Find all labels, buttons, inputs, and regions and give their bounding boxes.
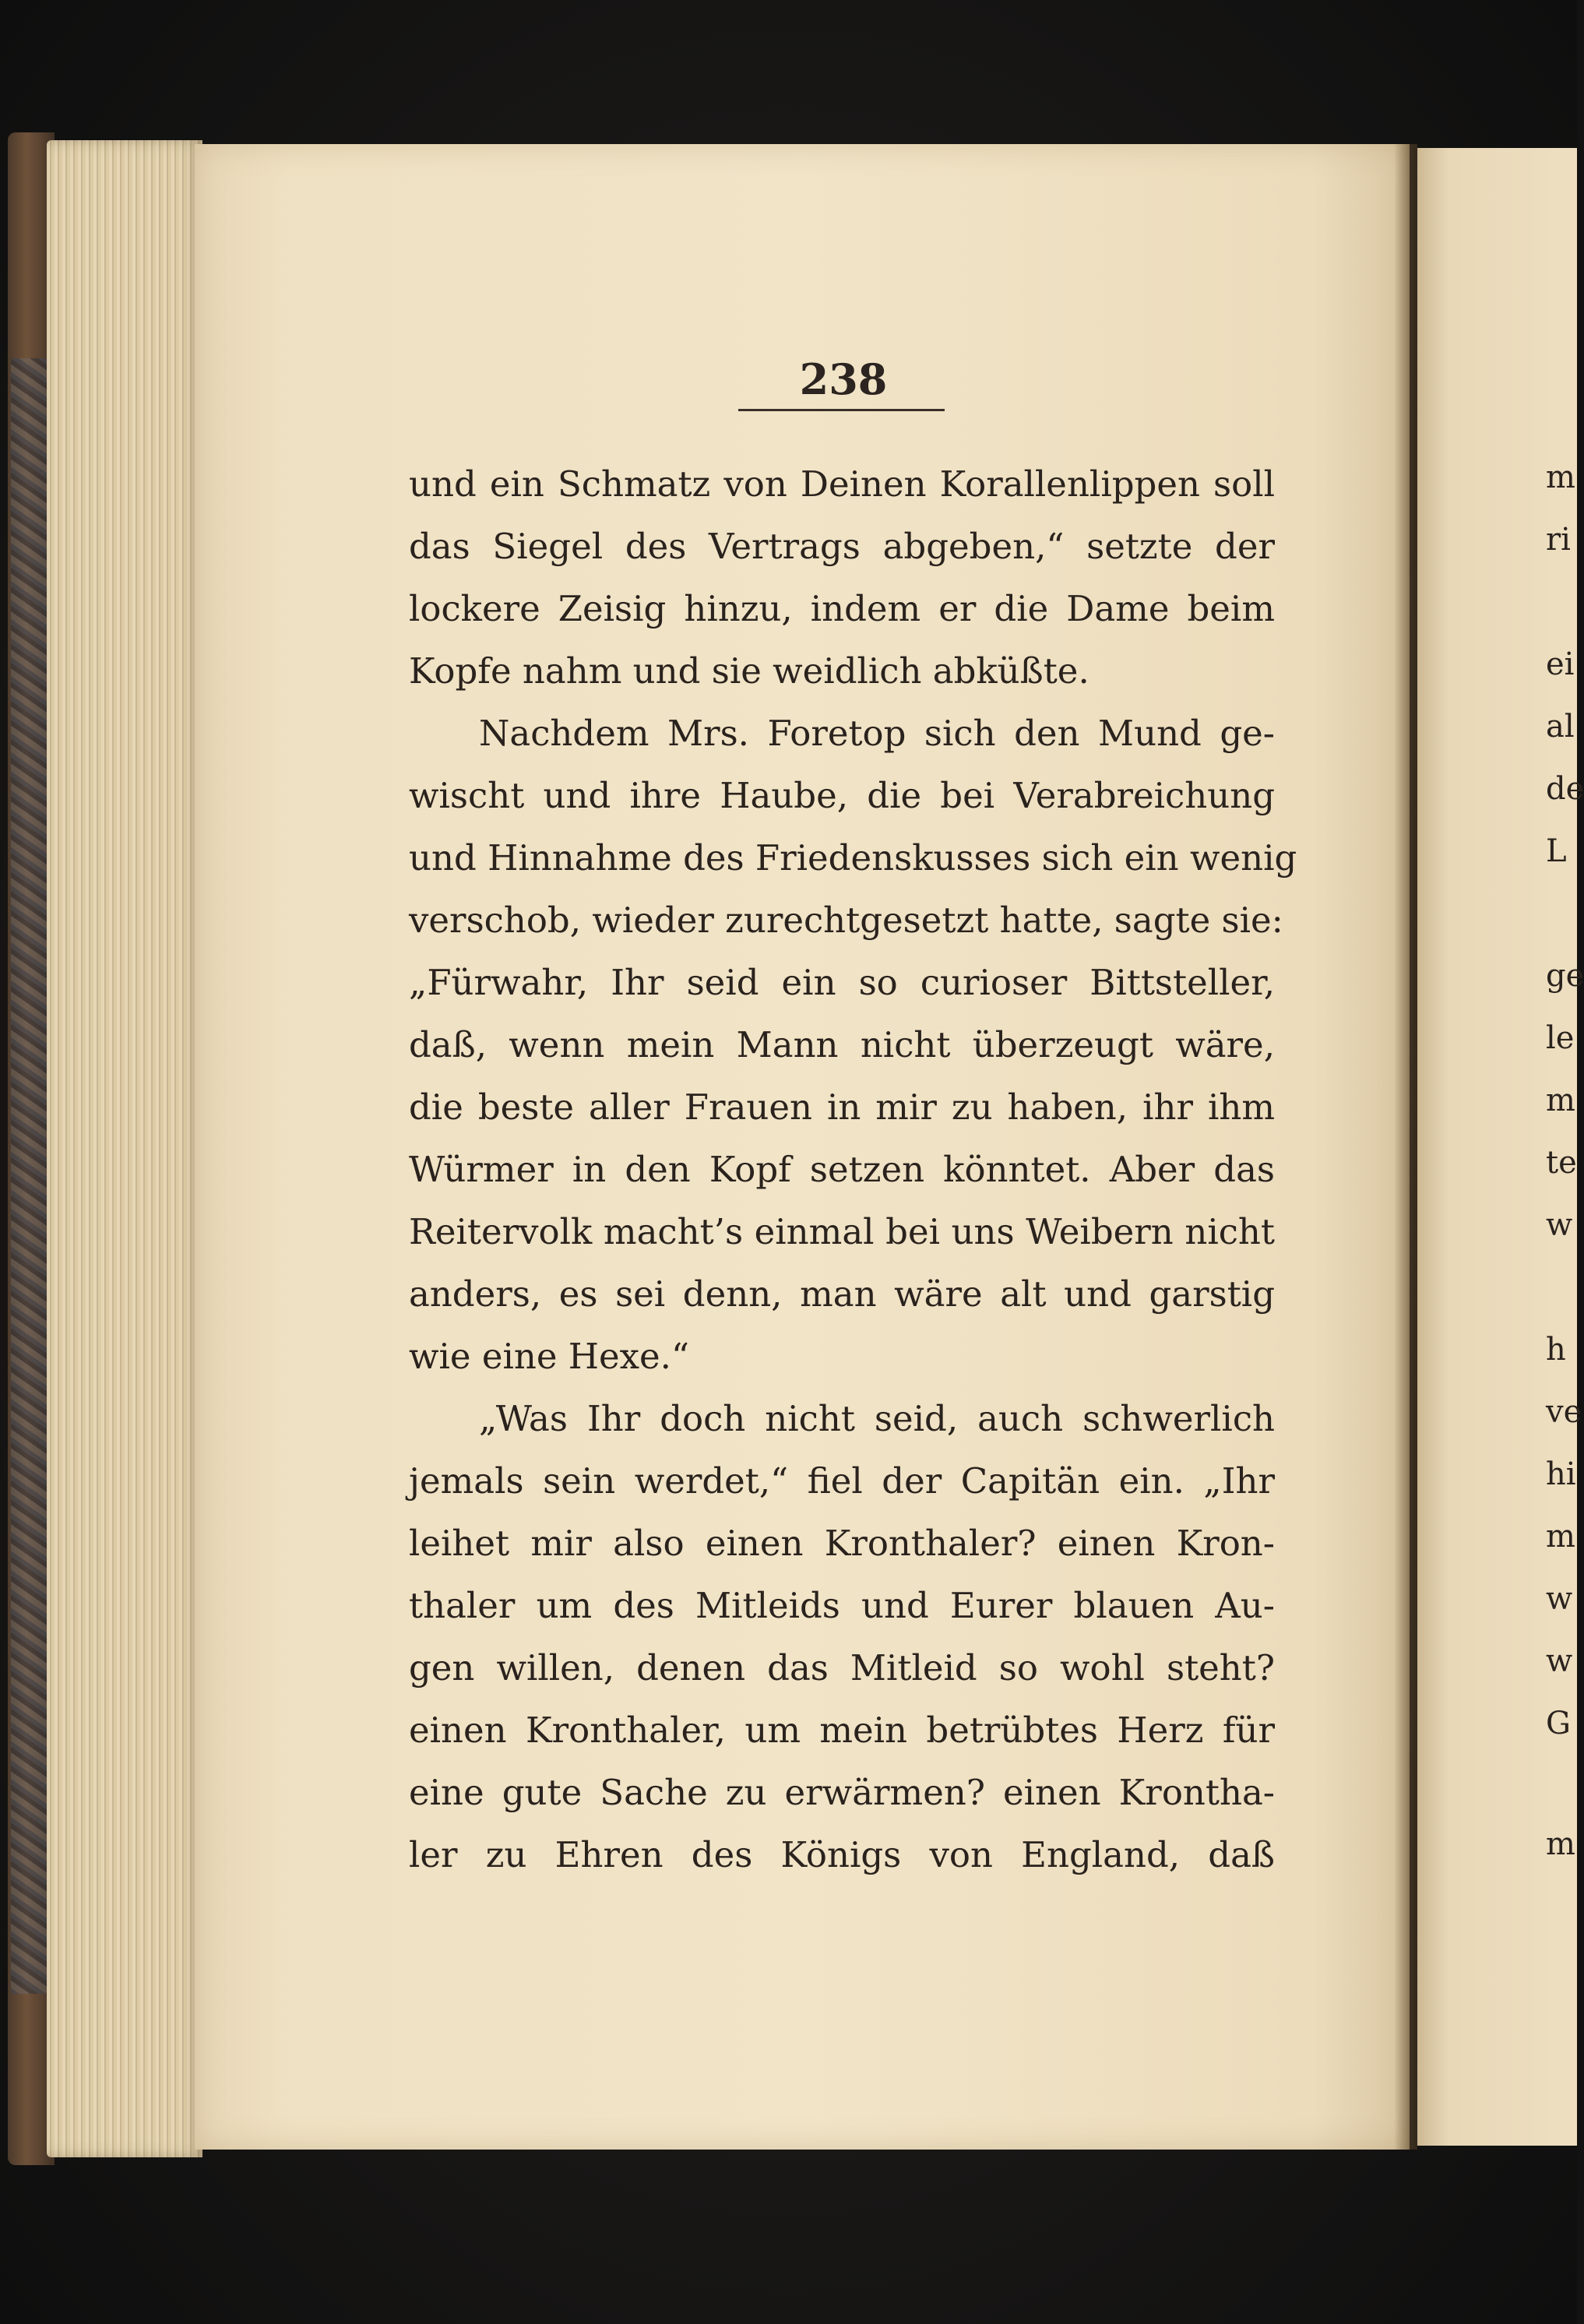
text-line: daß, wenn mein Mann nicht überzeugt wäre, [409, 1024, 1275, 1065]
text-line: Kopfe nahm und sie weidlich abküßte. [409, 650, 1089, 692]
text-line: wischt und ihre Haube, die bei Verabreichung [409, 775, 1275, 816]
page-edges [47, 140, 202, 2157]
facing-page-fragment: G [1546, 1706, 1571, 1741]
text-line: anders, es sei denn, man wäre alt und garstig [409, 1273, 1275, 1315]
text-line: die beste aller Frauen in mir zu haben, ihr ihm [409, 1086, 1275, 1128]
page-number: 238 [799, 354, 888, 404]
facing-page-fragment: w [1546, 1643, 1573, 1679]
text-line: Reitervolk macht’s einmal bei uns Weibern nicht [409, 1211, 1275, 1252]
facing-page-fragment: w [1546, 1207, 1573, 1243]
text-line: verschob, wieder zurechtgesetzt hatte, sagte sie: [409, 900, 1283, 941]
facing-page-fragment: al [1546, 709, 1575, 745]
facing-page-fragment: m [1546, 1519, 1575, 1555]
facing-page-fragment: m [1546, 460, 1575, 495]
text-line: leihet mir also einen Kronthaler? einen Kron- [409, 1523, 1275, 1564]
text-line: und Hinnahme des Friedenskusses sich ein wenig [409, 837, 1297, 879]
book-gutter [1394, 144, 1417, 2150]
page-number-rule [738, 409, 945, 411]
text-line: gen willen, denen das Mitleid so wohl steht? [409, 1647, 1275, 1688]
facing-page-fragment: w [1546, 1581, 1573, 1617]
facing-page-fragment: de [1546, 771, 1584, 807]
text-line: wie eine Hexe.“ [409, 1336, 689, 1377]
facing-page-fragment: L [1546, 833, 1567, 869]
text-line: das Siegel des Vertrags abgeben,“ setzte der [409, 526, 1275, 567]
marbled-cover-pattern [11, 358, 47, 1994]
text-line: Nachdem Mrs. Foretop sich den Mund ge- [479, 713, 1275, 754]
text-line: eine gute Sache zu erwärmen? einen Krontha- [409, 1772, 1275, 1813]
text-line: lockere Zeisig hinzu, indem er die Dame beim [409, 588, 1275, 629]
facing-page-fragment: ve [1546, 1394, 1582, 1430]
facing-page-fragment: m [1546, 1083, 1575, 1118]
facing-page-fragment: m [1546, 1826, 1575, 1862]
facing-page-fragment: h [1546, 1332, 1566, 1368]
facing-page-fragment: hi [1546, 1456, 1576, 1492]
facing-page-fragment: ri [1546, 522, 1571, 558]
facing-page-fragment: ge [1546, 958, 1584, 994]
text-line: Würmer in den Kopf setzen könntet. Aber das [409, 1149, 1275, 1190]
facing-page-fragment: le [1546, 1020, 1575, 1056]
text-line: und ein Schmatz von Deinen Korallenlippen soll [409, 463, 1275, 505]
text-line: thaler um des Mitleids und Eurer blauen Au- [409, 1585, 1275, 1626]
facing-page-fragment: ei [1546, 646, 1575, 682]
text-line: einen Kronthaler, um mein betrübtes Herz für [409, 1710, 1275, 1751]
text-line: jemals sein werdet,“ fiel der Capitän ein. „Ihr [409, 1460, 1275, 1502]
text-line: „Fürwahr, Ihr seid ein so curioser Bittsteller, [409, 962, 1275, 1003]
text-line: „Was Ihr doch nicht seid, auch schwerlich [479, 1398, 1275, 1439]
facing-page-fragment: te [1546, 1145, 1577, 1181]
text-line: ler zu Ehren des Königs von England, daß [409, 1834, 1275, 1875]
